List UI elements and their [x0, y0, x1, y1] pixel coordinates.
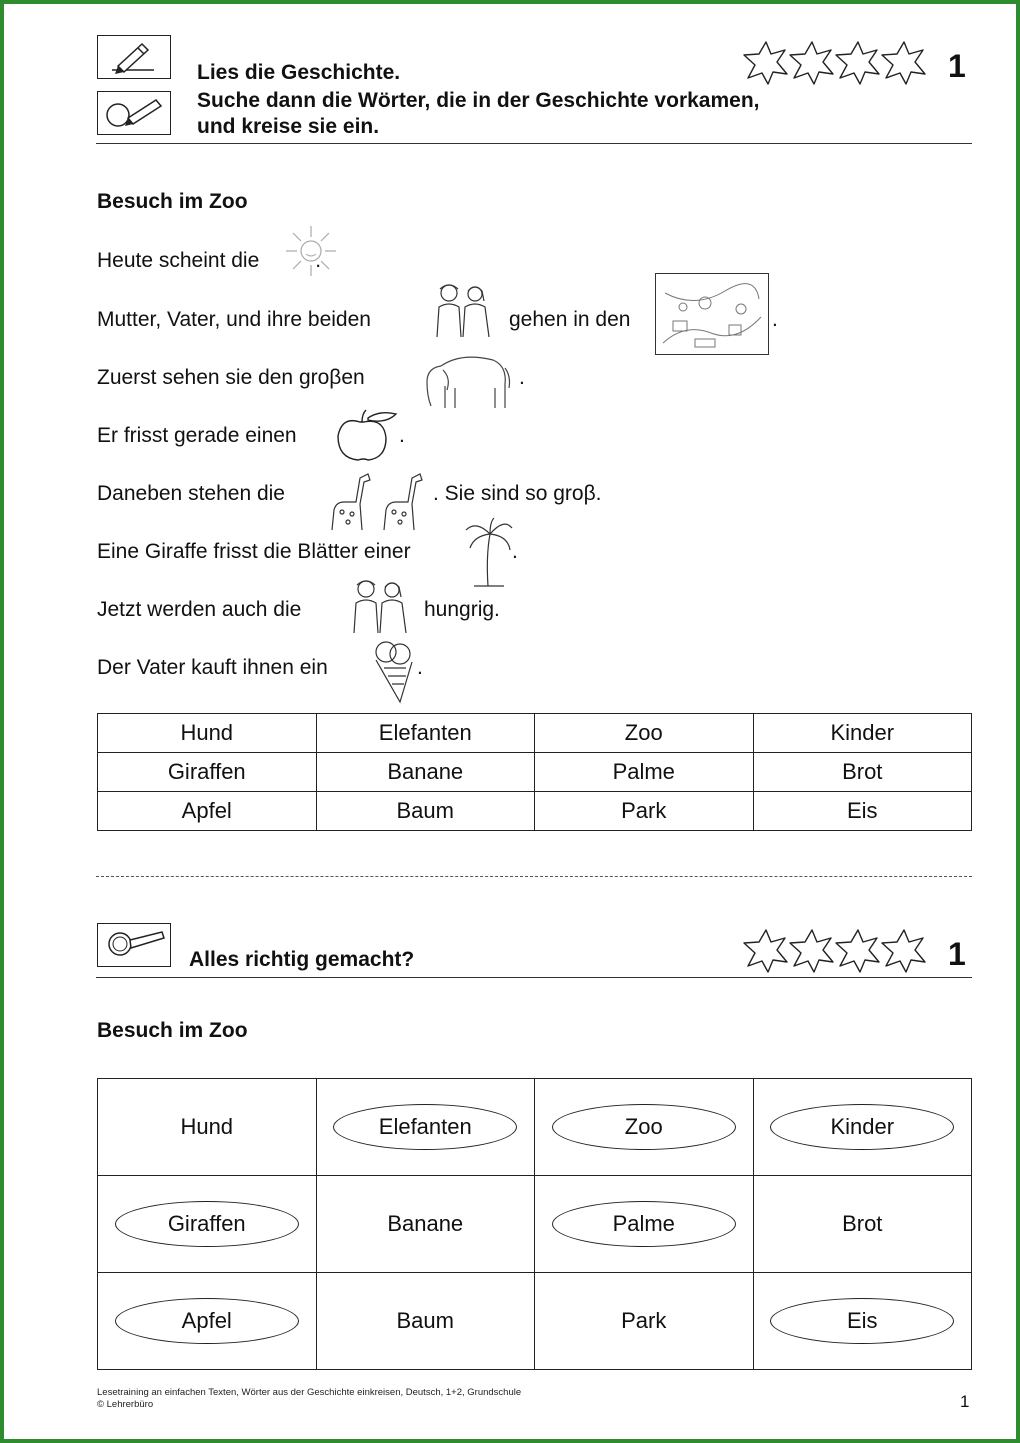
instruction-read: Lies die Geschichte. — [197, 61, 401, 84]
word-cell — [98, 1079, 317, 1176]
word-cell — [316, 792, 535, 831]
word: Hund — [180, 1114, 234, 1139]
word: Park — [621, 798, 667, 823]
story-line: Der Vater kauft ihnen ein — [97, 656, 328, 679]
word: Park — [621, 1308, 667, 1333]
word: Kinder — [830, 720, 895, 745]
children-icon — [425, 279, 499, 344]
word: Banane — [387, 1211, 464, 1236]
instruction-find: Suche dann die Wörter, die in der Geschichte vorkamen, — [197, 89, 760, 112]
story-line-end: . — [399, 424, 405, 447]
star-icon — [790, 930, 833, 972]
word-cell — [98, 714, 317, 753]
word-cell — [753, 792, 972, 831]
check-instruction: Alles richtig gemacht? — [189, 948, 415, 971]
star-icon — [836, 42, 879, 84]
word-cell — [535, 1176, 754, 1273]
palm-tree-icon — [464, 516, 514, 593]
star-icon — [882, 42, 925, 84]
page-number: 1 — [960, 1392, 970, 1411]
instruction-circle: und kreise sie ein. — [197, 115, 380, 138]
word: Eis — [846, 798, 878, 823]
level-number: 1 — [948, 48, 966, 84]
word: Banane — [387, 759, 464, 784]
word: Hund — [180, 720, 234, 745]
magnifier-icon — [97, 923, 171, 967]
word-table — [97, 713, 972, 831]
story-line: Heute scheint die . — [97, 249, 322, 272]
story-line-end: . — [417, 656, 423, 679]
word-cell — [535, 1079, 754, 1176]
story-line: Er frisst gerade einen — [97, 424, 297, 447]
solution-table — [97, 1078, 972, 1370]
story-line-end: . Sie sind so groβ. — [433, 482, 602, 505]
word-cell — [753, 1273, 972, 1370]
section-divider — [96, 876, 972, 877]
word-cell — [98, 1176, 317, 1273]
ice-cream-icon — [370, 638, 416, 709]
word-cell — [535, 1273, 754, 1370]
table-row — [98, 1273, 972, 1370]
circled-word: Kinder — [770, 1104, 954, 1150]
table-row — [98, 1176, 972, 1273]
star-icon — [744, 930, 787, 972]
word-cell — [316, 753, 535, 792]
story-line-end: . — [519, 366, 525, 389]
word-cell — [316, 1079, 535, 1176]
word: Brot — [842, 759, 883, 784]
word: Apfel — [181, 798, 232, 823]
word-cell — [753, 1176, 972, 1273]
word: Baum — [396, 798, 454, 823]
word-cell — [98, 1273, 317, 1370]
word-cell — [316, 714, 535, 753]
table-row — [98, 1079, 972, 1176]
table-row — [98, 753, 972, 792]
word-cell — [753, 753, 972, 792]
story-line: Zuerst sehen sie den groβen — [97, 366, 365, 389]
word: Elefanten — [378, 720, 472, 745]
word-cell — [753, 1079, 972, 1176]
word: Giraffen — [167, 759, 246, 784]
table-row — [98, 792, 972, 831]
word-cell — [753, 714, 972, 753]
difficulty-stars — [740, 38, 936, 91]
story-title: Besuch im Zoo — [97, 190, 248, 213]
story-line: Daneben stehen die — [97, 482, 285, 505]
circle-pencil-icon — [97, 91, 171, 135]
header-divider — [96, 143, 972, 144]
zoo-map-icon — [655, 273, 769, 360]
word: Palme — [612, 759, 675, 784]
circled-word: Palme — [552, 1201, 736, 1247]
circled-word: Apfel — [115, 1298, 299, 1344]
word-cell — [535, 792, 754, 831]
story-line: Jetzt werden auch die — [97, 598, 302, 621]
star-icon — [836, 930, 879, 972]
story-line-end: . — [512, 540, 518, 563]
star-icon — [790, 42, 833, 84]
word-cell — [98, 792, 317, 831]
word-cell — [535, 753, 754, 792]
level-number: 1 — [948, 936, 966, 972]
giraffes-icon — [326, 468, 438, 537]
word-cell — [535, 714, 754, 753]
sun-icon — [284, 224, 338, 283]
story-line-middle: gehen in den — [509, 308, 631, 331]
footer-copyright: © Lehrerbüro — [97, 1399, 154, 1410]
word: Zoo — [624, 720, 663, 745]
story-line: Mutter, Vater, und ihre beiden — [97, 308, 371, 331]
word-cell — [98, 753, 317, 792]
circled-word: Elefanten — [333, 1104, 517, 1150]
circled-word: Giraffen — [115, 1201, 299, 1247]
star-icon — [744, 42, 787, 84]
circled-word: Zoo — [552, 1104, 736, 1150]
header-divider — [96, 977, 972, 978]
circled-word: Eis — [770, 1298, 954, 1344]
story-title: Besuch im Zoo — [97, 1019, 248, 1042]
footer-source: Lesetraining an einfachen Texten, Wörter aus der Geschichte einkreisen, Deutsch, 1+2, Grundschule — [97, 1387, 522, 1398]
word: Baum — [396, 1308, 454, 1333]
table-row — [98, 714, 972, 753]
children-icon — [342, 575, 416, 640]
word: Brot — [842, 1211, 883, 1236]
pencil-icon — [97, 35, 171, 79]
story-line: Eine Giraffe frisst die Blätter einer — [97, 540, 411, 563]
story-line-end: . — [772, 308, 778, 331]
story-line-end: hungrig. — [424, 598, 500, 621]
apple-icon — [334, 408, 400, 469]
star-icon — [882, 930, 925, 972]
elephant-icon — [421, 348, 513, 417]
difficulty-stars — [740, 926, 936, 979]
word-cell — [316, 1176, 535, 1273]
word-cell — [316, 1273, 535, 1370]
